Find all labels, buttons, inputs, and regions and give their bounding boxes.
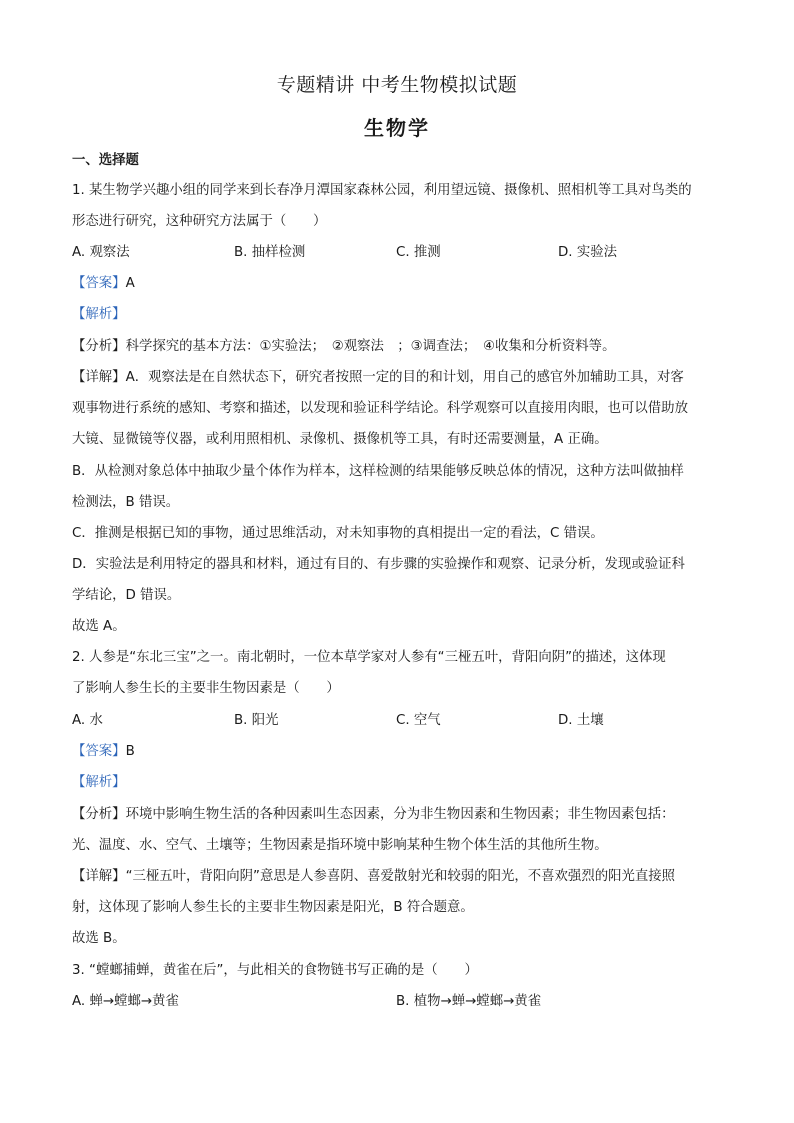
q1-fenxi-text: 科学探究的基本方法：①实验法； ②观察法 ；③调查法； ④收集和分析资料等。 xyxy=(125,339,616,354)
q2-xiangjie-line-1 xyxy=(72,868,675,886)
fenxi-tag: 【分析】 xyxy=(72,807,126,822)
q2-xiangjie-text-1: “三桠五叶，背阳向阴”意思是人参喜阴、喜爱散射光和较弱的阳光，不喜欢强烈的阳光直接照 xyxy=(125,869,676,884)
q2-option-b: B. 阳光 xyxy=(234,713,279,728)
fenxi-tag: 【分析】 xyxy=(72,339,126,354)
q1-stem-line-2: 形态进行研究，这种研究方法属于（ ） xyxy=(72,214,327,229)
q2-xiangjie-line-2: 射，这体现了影响人参生长的主要非生物因素是阳光，B 符合题意。 xyxy=(72,900,474,915)
q1-stem-line-1: 1. 某生物学兴趣小组的同学来到长春净月潭国家森林公园，利用望远镜、摄像机、照相机等工具对鸟类的 xyxy=(72,183,692,198)
q1-b-line-2: 检测法，B 错误。 xyxy=(72,495,180,510)
xiangjie-tag: 【详解】 xyxy=(72,869,126,884)
document-title: 专题精讲 中考生物模拟试题 xyxy=(276,74,518,96)
q1-conclusion: 故选 A。 xyxy=(72,619,126,634)
q1-analysis-tag: 【解析】 xyxy=(72,307,126,322)
q1-option-c: C. 推测 xyxy=(396,245,441,260)
q2-option-a: A. 水 xyxy=(72,713,103,728)
q1-d-line-2: 学结论，D 错误。 xyxy=(72,588,181,603)
q2-answer: B xyxy=(125,744,135,759)
q1-d-line-1: D．实验法是利用特定的器具和材料，通过有目的、有步骤的实验操作和观察、记录分析，发现或验证科 xyxy=(72,557,685,572)
q2-fenxi-line-2: 光、温度、水、空气、土壤等；生物因素是指环境中影响某种生物个体生活的其他所生物。 xyxy=(72,838,608,853)
q2-option-d: D. 土壤 xyxy=(558,713,604,728)
answer-tag: 【答案】 xyxy=(72,744,126,759)
q1-answer: A xyxy=(125,276,135,291)
q1-answer-line xyxy=(72,275,135,293)
q1-c-line-1: C．推测是根据已知的事物，通过思维活动，对未知事物的真相提出一定的看法，C 错误。 xyxy=(72,526,604,541)
q2-stem-line-2: 了影响人参生长的主要非生物因素是（ ） xyxy=(72,681,340,696)
q1-xiangjie-line-2: 观事物进行系统的感知、考察和描述，以发现和验证科学结论。科学观察可以直接用肉眼，也可以借助放 xyxy=(72,401,688,416)
q2-fenxi-text-1: 环境中影响生物生活的各种因素叫生态因素，分为非生物因素和生物因素；非生物因素包括： xyxy=(125,807,675,822)
answer-tag: 【答案】 xyxy=(72,276,126,291)
document-subtitle: 生物学 xyxy=(364,116,430,140)
q1-option-b: B. 抽样检测 xyxy=(234,245,306,260)
q1-b-line-1: B．从检测对象总体中抽取少量个体作为样本，这样检测的结果能够反映总体的情况，这种方法叫做抽样 xyxy=(72,464,684,479)
q3-stem-line-1: 3. “螳螂捕蝉，黄雀在后”，与此相关的食物链书写正确的是（ ） xyxy=(72,963,478,978)
q2-analysis-tag: 【解析】 xyxy=(72,775,126,790)
q3-option-b: B. 植物→蝉→螳螂→黄雀 xyxy=(396,994,542,1009)
xiangjie-tag: 【详解】 xyxy=(72,370,126,385)
q2-stem-line-1: 2. 人参是“东北三宝”之一。南北朝时，一位本草学家对人参有“三桠五叶，背阳向阴”的描述，这体现 xyxy=(72,650,666,665)
q1-option-d: D. 实验法 xyxy=(558,245,617,260)
q2-conclusion: 故选 B。 xyxy=(72,931,126,946)
q1-xiangjie-text-1: A．观察法是在自然状态下，研究者按照一定的目的和计划，用自己的感官外加辅助工具，对客 xyxy=(125,370,684,385)
q2-fenxi-line-1 xyxy=(72,806,675,824)
q1-xiangjie-line-1 xyxy=(72,369,684,387)
section-heading: 一、选择题 xyxy=(72,153,139,168)
q1-option-a: A. 观察法 xyxy=(72,245,130,260)
q1-fenxi-line xyxy=(72,338,615,356)
q1-xiangjie-line-3: 大镜、显微镜等仪器，或利用照相机、录像机、摄像机等工具，有时还需要测量，A 正确。 xyxy=(72,432,608,447)
q3-option-a: A. 蝉→螳螂→黄雀 xyxy=(72,994,179,1009)
q2-option-c: C. 空气 xyxy=(396,713,441,728)
q2-answer-line xyxy=(72,743,135,761)
